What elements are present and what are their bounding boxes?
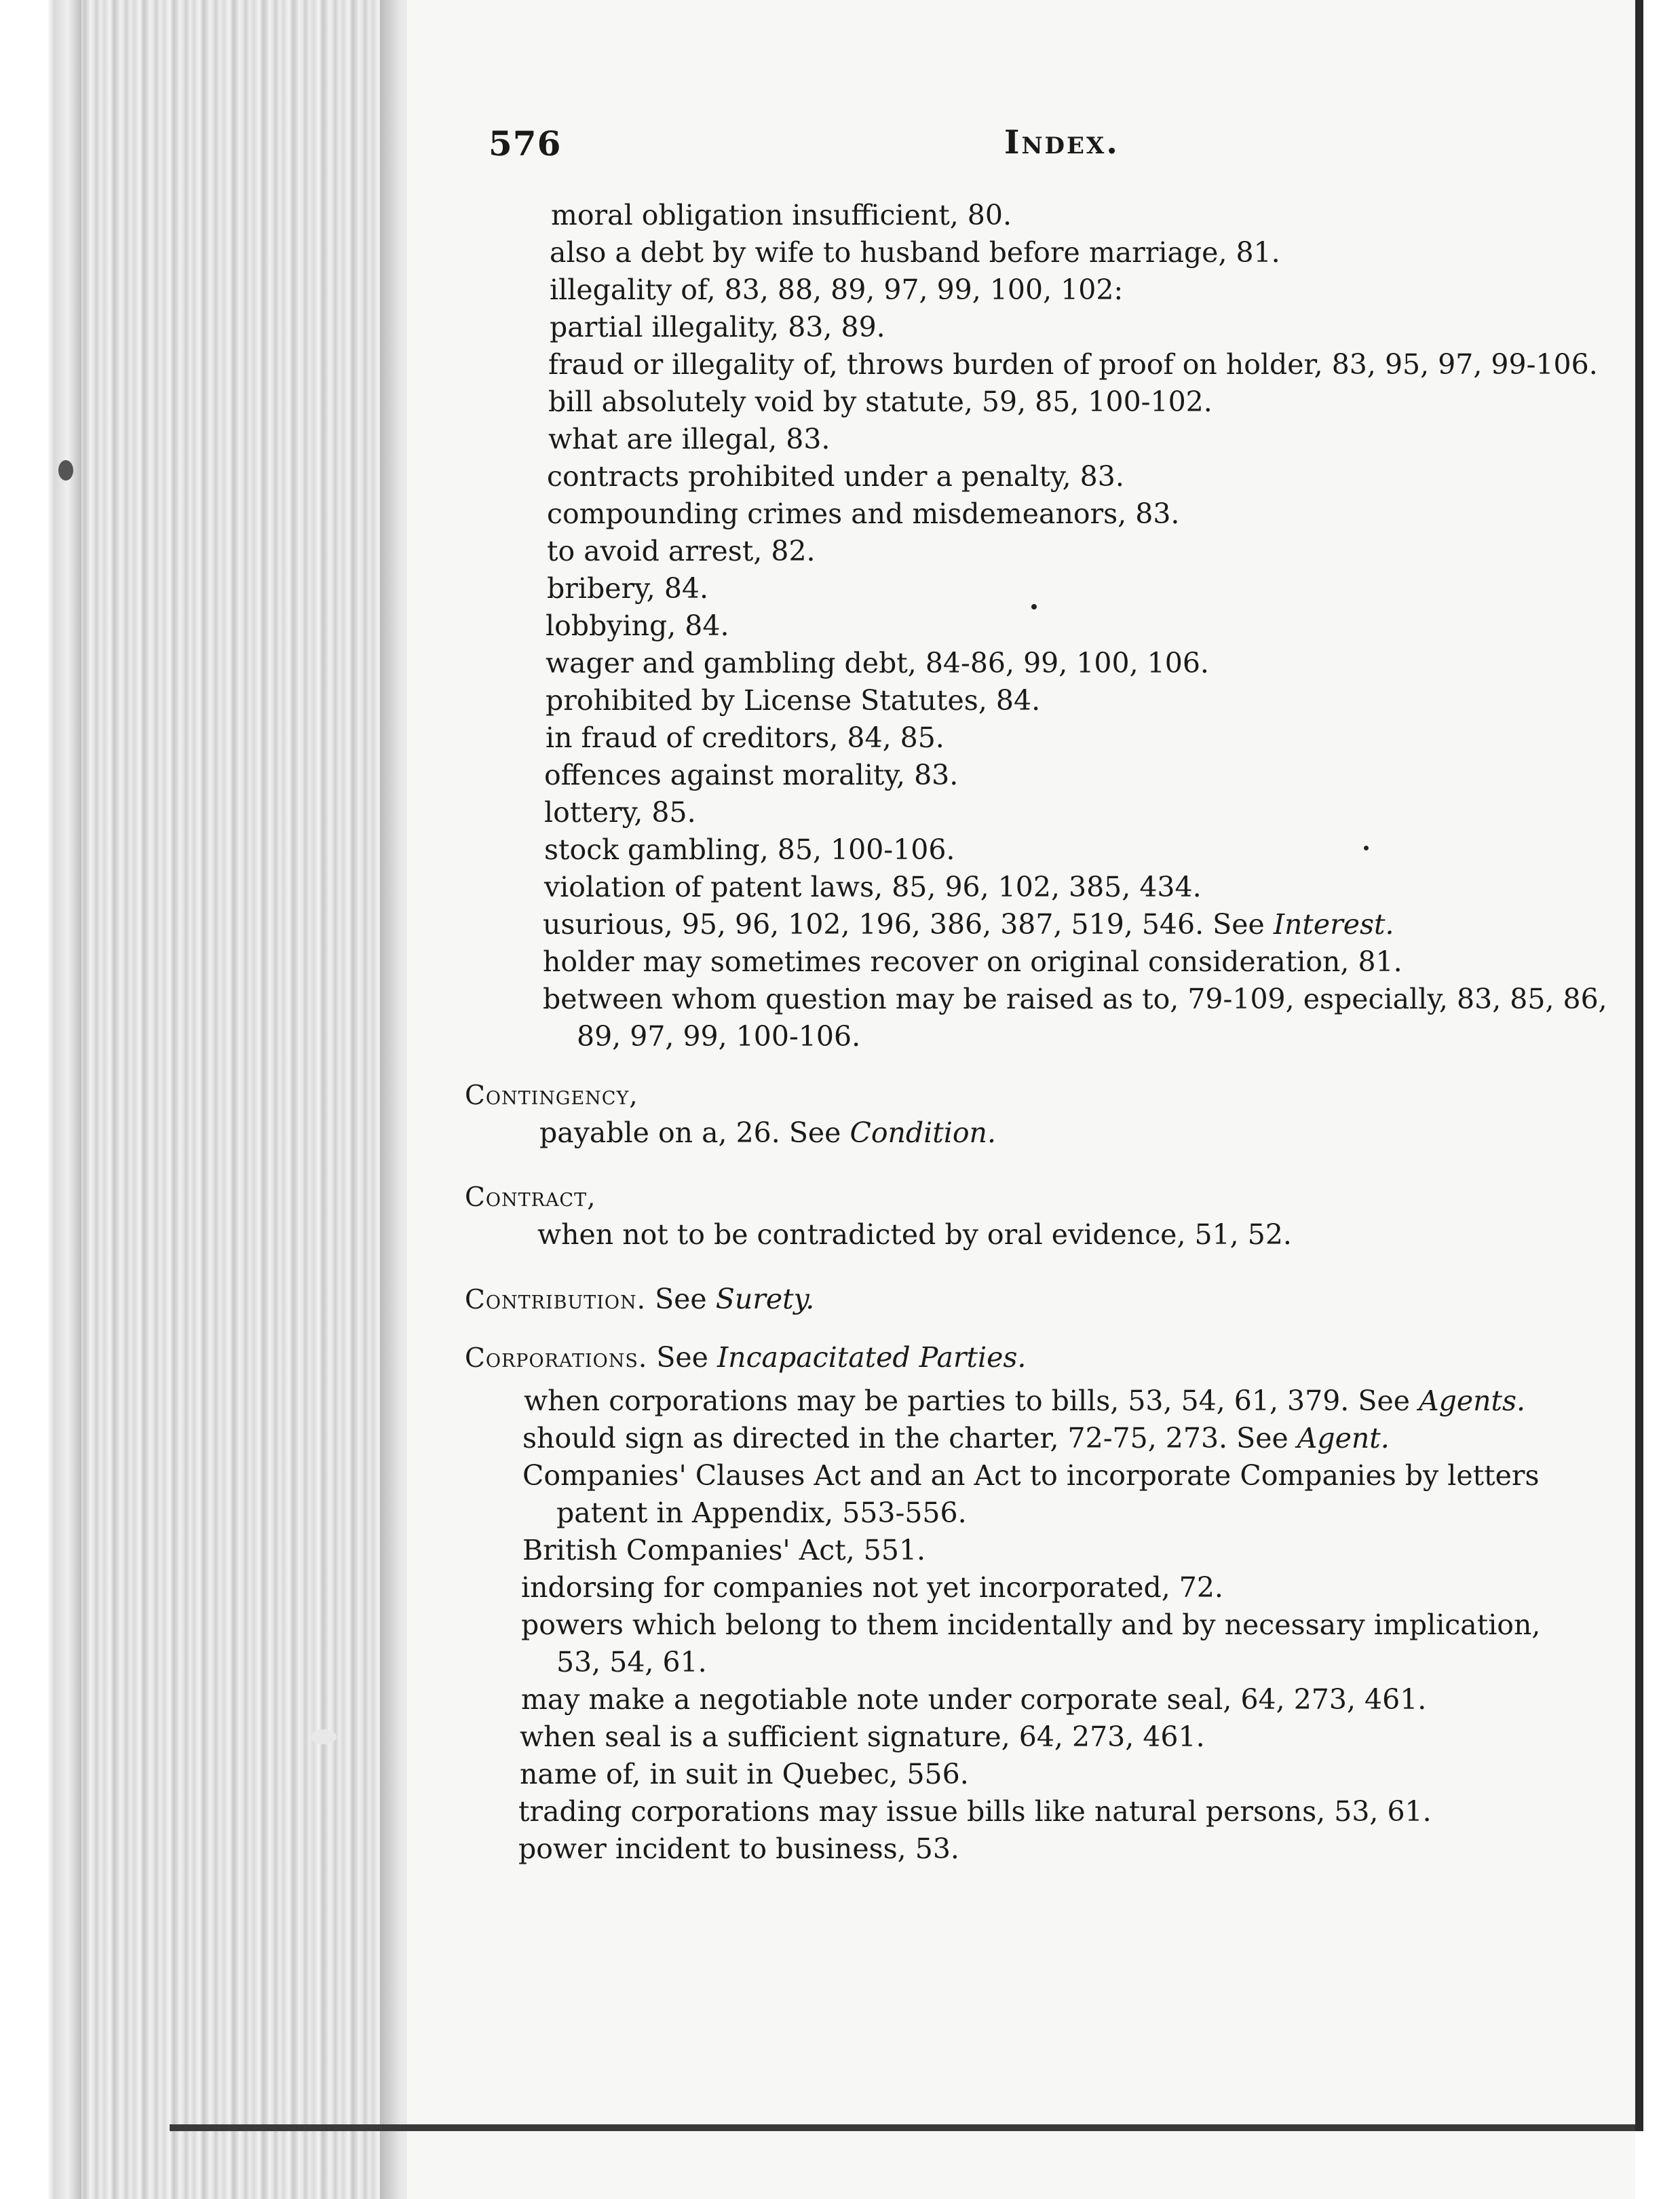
index-subentry-continuation: patent in Appendix, 553-556. [556,1497,967,1529]
index-subentry: stock gambling, 85, 100-106. [544,833,955,866]
index-subentry: violation of patent laws, 85, 96, 102, 385, 434. [544,871,1202,903]
index-subentry: bill absolutely void by statute, 59, 85, 100-102. [548,386,1213,418]
index-subentry [461,906,1615,943]
contribution-heading: Contribution. [465,1285,647,1315]
index-subentry: lobbying, 84. [546,609,729,642]
index-subentry: when seal is a sufficient signature, 64, 273, 461. [520,1721,1205,1753]
page-bottom-edge [170,2124,1635,2131]
ink-speck [311,1729,337,1744]
index-subentry: power incident to business, 53. [518,1832,959,1865]
index-subentry: lottery, 85. [544,796,696,829]
index-subentry: offences against morality, 83. [544,759,959,791]
see-also-ref[interactable]: Surety. [715,1283,815,1315]
index-subentry: what are illegal, 83. [548,423,831,455]
index-subentry: powers which belong to them incidentally and by necessary implication, [521,1609,1541,1641]
index-subentry: name of, in suit in Quebec, 556. [520,1758,969,1790]
ink-speck [58,460,73,481]
see-also-ref[interactable]: Agent. [1297,1422,1390,1454]
index-heading-corporations [461,1339,1615,1377]
see-also-ref[interactable]: Interest. [1273,908,1394,941]
index-heading-contract: Contract, [465,1182,596,1213]
index-subentry: British Companies' Act, 551. [522,1534,926,1566]
contingency-text: payable on a, 26. See [539,1116,850,1149]
index-subentry: trading corporations may issue bills like natural persons, 53, 61. [518,1795,1432,1828]
index-heading-contribution [461,1281,1615,1319]
index-subentry: Companies' Clauses Act and an Act to incorporate Companies by letters [522,1459,1540,1492]
index-subentry: fraud or illegality of, throws burden of proof on holder, 83, 95, 97, 99-106. [548,348,1598,381]
index-subentry [461,1114,1615,1152]
see-also-ref[interactable]: Incapacitated Parties. [717,1341,1027,1374]
index-subentry: between whom question may be raised as to, 79-109, especially, 83, 85, 86, [543,983,1607,1015]
index-subentry-continuation: 89, 97, 99, 100-106. [577,1020,861,1053]
see-text: See [646,1283,716,1315]
index-subentry: may make a negotiable note under corporate seal, 64, 273, 461. [521,1683,1427,1716]
index-subentry: to avoid arrest, 82. [547,535,816,567]
index-heading-contingency: Contingency, [465,1080,638,1111]
index-subentry: also a debt by wife to husband before marriage, 81. [550,236,1280,269]
index-subentry: indorsing for companies not yet incorporated, 72. [521,1571,1223,1604]
index-subentry: contracts prohibited under a penalty, 83. [547,460,1124,493]
index-subentry: wager and gambling debt, 84-86, 99, 100, 106. [546,647,1209,679]
see-also-ref[interactable]: Agents. [1419,1385,1526,1417]
index-subentry: moral obligation insufficient, 80. [551,199,1012,231]
index-subentry-continuation: 53, 54, 61. [556,1646,707,1678]
corporations-item-text: when corporations may be parties to bills, 53, 54, 61, 379. See [524,1385,1419,1417]
index-subentry: prohibited by License Statutes, 84. [546,684,1041,717]
index-subentry: compounding crimes and misdemeanors, 83. [547,497,1180,530]
index-subentry: illegality of, 83, 88, 89, 97, 99, 100, 102: [550,274,1124,306]
gutter-edge [0,0,81,2199]
page-number: 576 [489,124,562,164]
index-subentry [461,1420,1615,1457]
usurious-text: usurious, 95, 96, 102, 196, 386, 387, 519, 546. See [543,908,1274,941]
corporations-item-text: should sign as directed in the charter, 72-75, 273. See [522,1422,1297,1454]
index-entries [461,197,1615,1868]
see-also-ref[interactable]: Condition. [849,1116,996,1149]
index-subentry: holder may sometimes recover on original consideration, 81. [543,945,1402,978]
index-subentry: in fraud of creditors, 84, 85. [546,721,944,754]
index-subentry: when not to be contradicted by oral evidence, 51, 52. [537,1218,1292,1251]
page-header [489,124,1371,171]
index-subentry: partial illegality, 83, 89. [550,311,885,343]
index-subentry [461,1383,1615,1420]
corporations-heading: Corporations. [465,1343,648,1374]
index-subentry: bribery, 84. [547,572,709,605]
page-right-edge [1635,0,1643,2131]
running-head: Index. [1004,124,1120,162]
see-text: See [647,1341,717,1374]
